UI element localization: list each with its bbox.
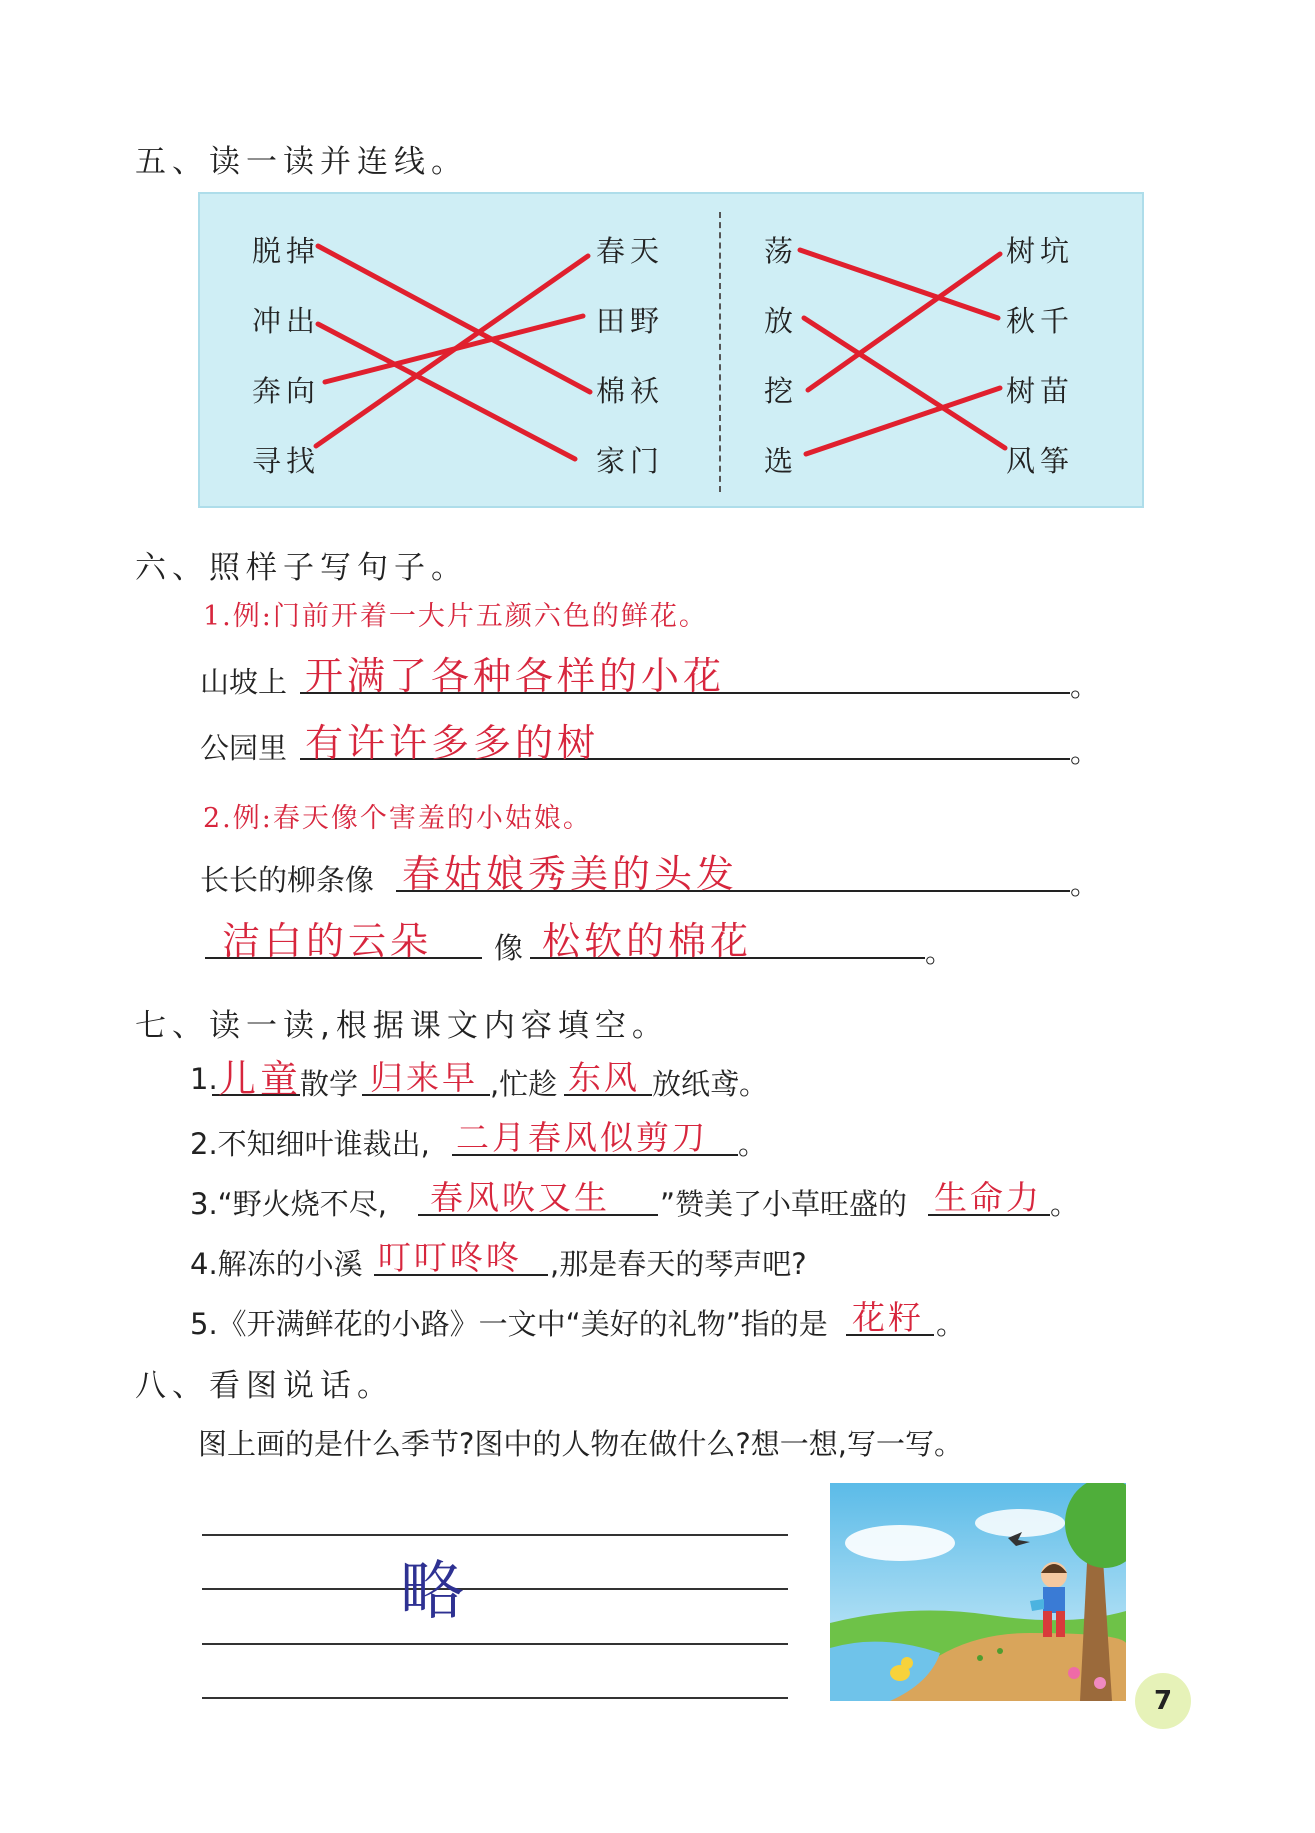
section5-heading: 五、读一读并连线。	[135, 144, 468, 180]
page-number: 7	[1135, 1673, 1191, 1729]
section6-heading: 六、照样子写句子。	[135, 550, 468, 586]
line3-answer: 春姑娘秀美的头发	[402, 852, 739, 896]
spring-illustration	[830, 1483, 1126, 1701]
q1-answer-3: 东风	[568, 1058, 640, 1097]
line1-prefix: 山坡上	[200, 665, 288, 699]
word-left-target-4: 家门	[596, 444, 665, 478]
line4-answer-b: 松软的棉花	[542, 919, 753, 963]
connection-lines	[200, 194, 1146, 510]
line3-prefix: 长长的柳条像	[200, 863, 375, 897]
word-right-2: 放	[764, 304, 799, 338]
word-right-4: 选	[764, 444, 799, 478]
connection-line	[806, 388, 1000, 454]
example-1: 1.例:门前开着一大片五颜六色的鲜花。	[203, 601, 708, 632]
connection-line	[804, 318, 1005, 448]
writing-line	[202, 1643, 788, 1645]
q1-text-2: ,忙趁	[490, 1067, 558, 1101]
q5-answer-1: 花籽	[852, 1298, 924, 1337]
q3-answer-1: 春风吹又生	[430, 1178, 610, 1217]
line2-period: 。	[1070, 735, 1100, 769]
q5-text-1: 5.《开满鲜花的小路》一文中“美好的礼物”指的是	[190, 1307, 828, 1341]
q4-text-1: 4.解冻的小溪	[190, 1247, 363, 1281]
q1-answer-1: 儿童	[218, 1057, 303, 1101]
writing-line	[202, 1534, 788, 1536]
q4-answer-1: 叮叮咚咚	[378, 1238, 522, 1277]
word-right-3: 挖	[764, 374, 799, 408]
matching-panel	[198, 192, 1144, 508]
line4-period: 。	[925, 935, 955, 969]
line1-answer: 开满了各种各样的小花	[305, 654, 726, 698]
word-right-1: 荡	[764, 234, 799, 268]
q4-text-2: ,那是春天的琴声吧?	[550, 1247, 807, 1281]
section7-heading: 七、读一读,根据课文内容填空。	[135, 1008, 669, 1044]
line2-answer: 有许许多多的树	[305, 721, 600, 765]
line1-period: 。	[1070, 669, 1100, 703]
connection-line	[318, 324, 575, 459]
q1-text-1: 散学	[300, 1067, 359, 1101]
word-right-target-4: 风筝	[1006, 444, 1075, 478]
connection-line	[800, 250, 998, 318]
q3-answer-2: 生命力	[934, 1178, 1042, 1217]
q2-text-1: 2.不知细叶谁裁出,	[190, 1127, 430, 1161]
word-left-target-2: 田野	[596, 304, 665, 338]
word-left-1: 脱掉	[252, 234, 321, 268]
q3-text-2: ”赞美了小草旺盛的	[660, 1187, 908, 1221]
writing-line	[202, 1588, 788, 1590]
connection-line	[316, 256, 588, 446]
q1-text-3: 放纸鸢。	[652, 1067, 769, 1101]
word-right-target-3: 树苗	[1006, 374, 1075, 408]
word-left-2: 冲出	[252, 304, 321, 338]
line2-prefix: 公园里	[200, 731, 288, 765]
word-left-3: 奔向	[252, 374, 321, 408]
q5-text-2: 。	[936, 1307, 966, 1341]
line4-mid: 像	[494, 931, 524, 965]
word-left-target-1: 春天	[596, 234, 665, 268]
word-right-target-1: 树坑	[1006, 234, 1075, 268]
omitted-answer: 略	[400, 1555, 464, 1629]
section8-prompt: 图上画的是什么季节?图中的人物在做什么?想一想,写一写。	[198, 1427, 964, 1461]
line4-answer-a: 洁白的云朵	[222, 919, 433, 963]
line3-period: 。	[1070, 867, 1100, 901]
section8-heading: 八、看图说话。	[135, 1368, 394, 1404]
connection-line	[808, 254, 1000, 390]
word-left-target-3: 棉袄	[596, 374, 665, 408]
example-2: 2.例:春天像个害羞的小姑娘。	[203, 803, 592, 834]
word-left-4: 寻找	[252, 444, 321, 478]
q1-number: 1.	[190, 1062, 218, 1096]
q1-answer-2: 归来早	[370, 1058, 478, 1097]
connection-line	[318, 246, 590, 392]
q2-text-2: 。	[738, 1127, 768, 1161]
q3-text-3: 。	[1050, 1187, 1080, 1221]
q3-text-1: 3.“野火烧不尽,	[190, 1187, 387, 1221]
writing-line	[202, 1697, 788, 1699]
word-right-target-2: 秋千	[1006, 304, 1075, 338]
q2-answer-1: 二月春风似剪刀	[456, 1118, 708, 1157]
